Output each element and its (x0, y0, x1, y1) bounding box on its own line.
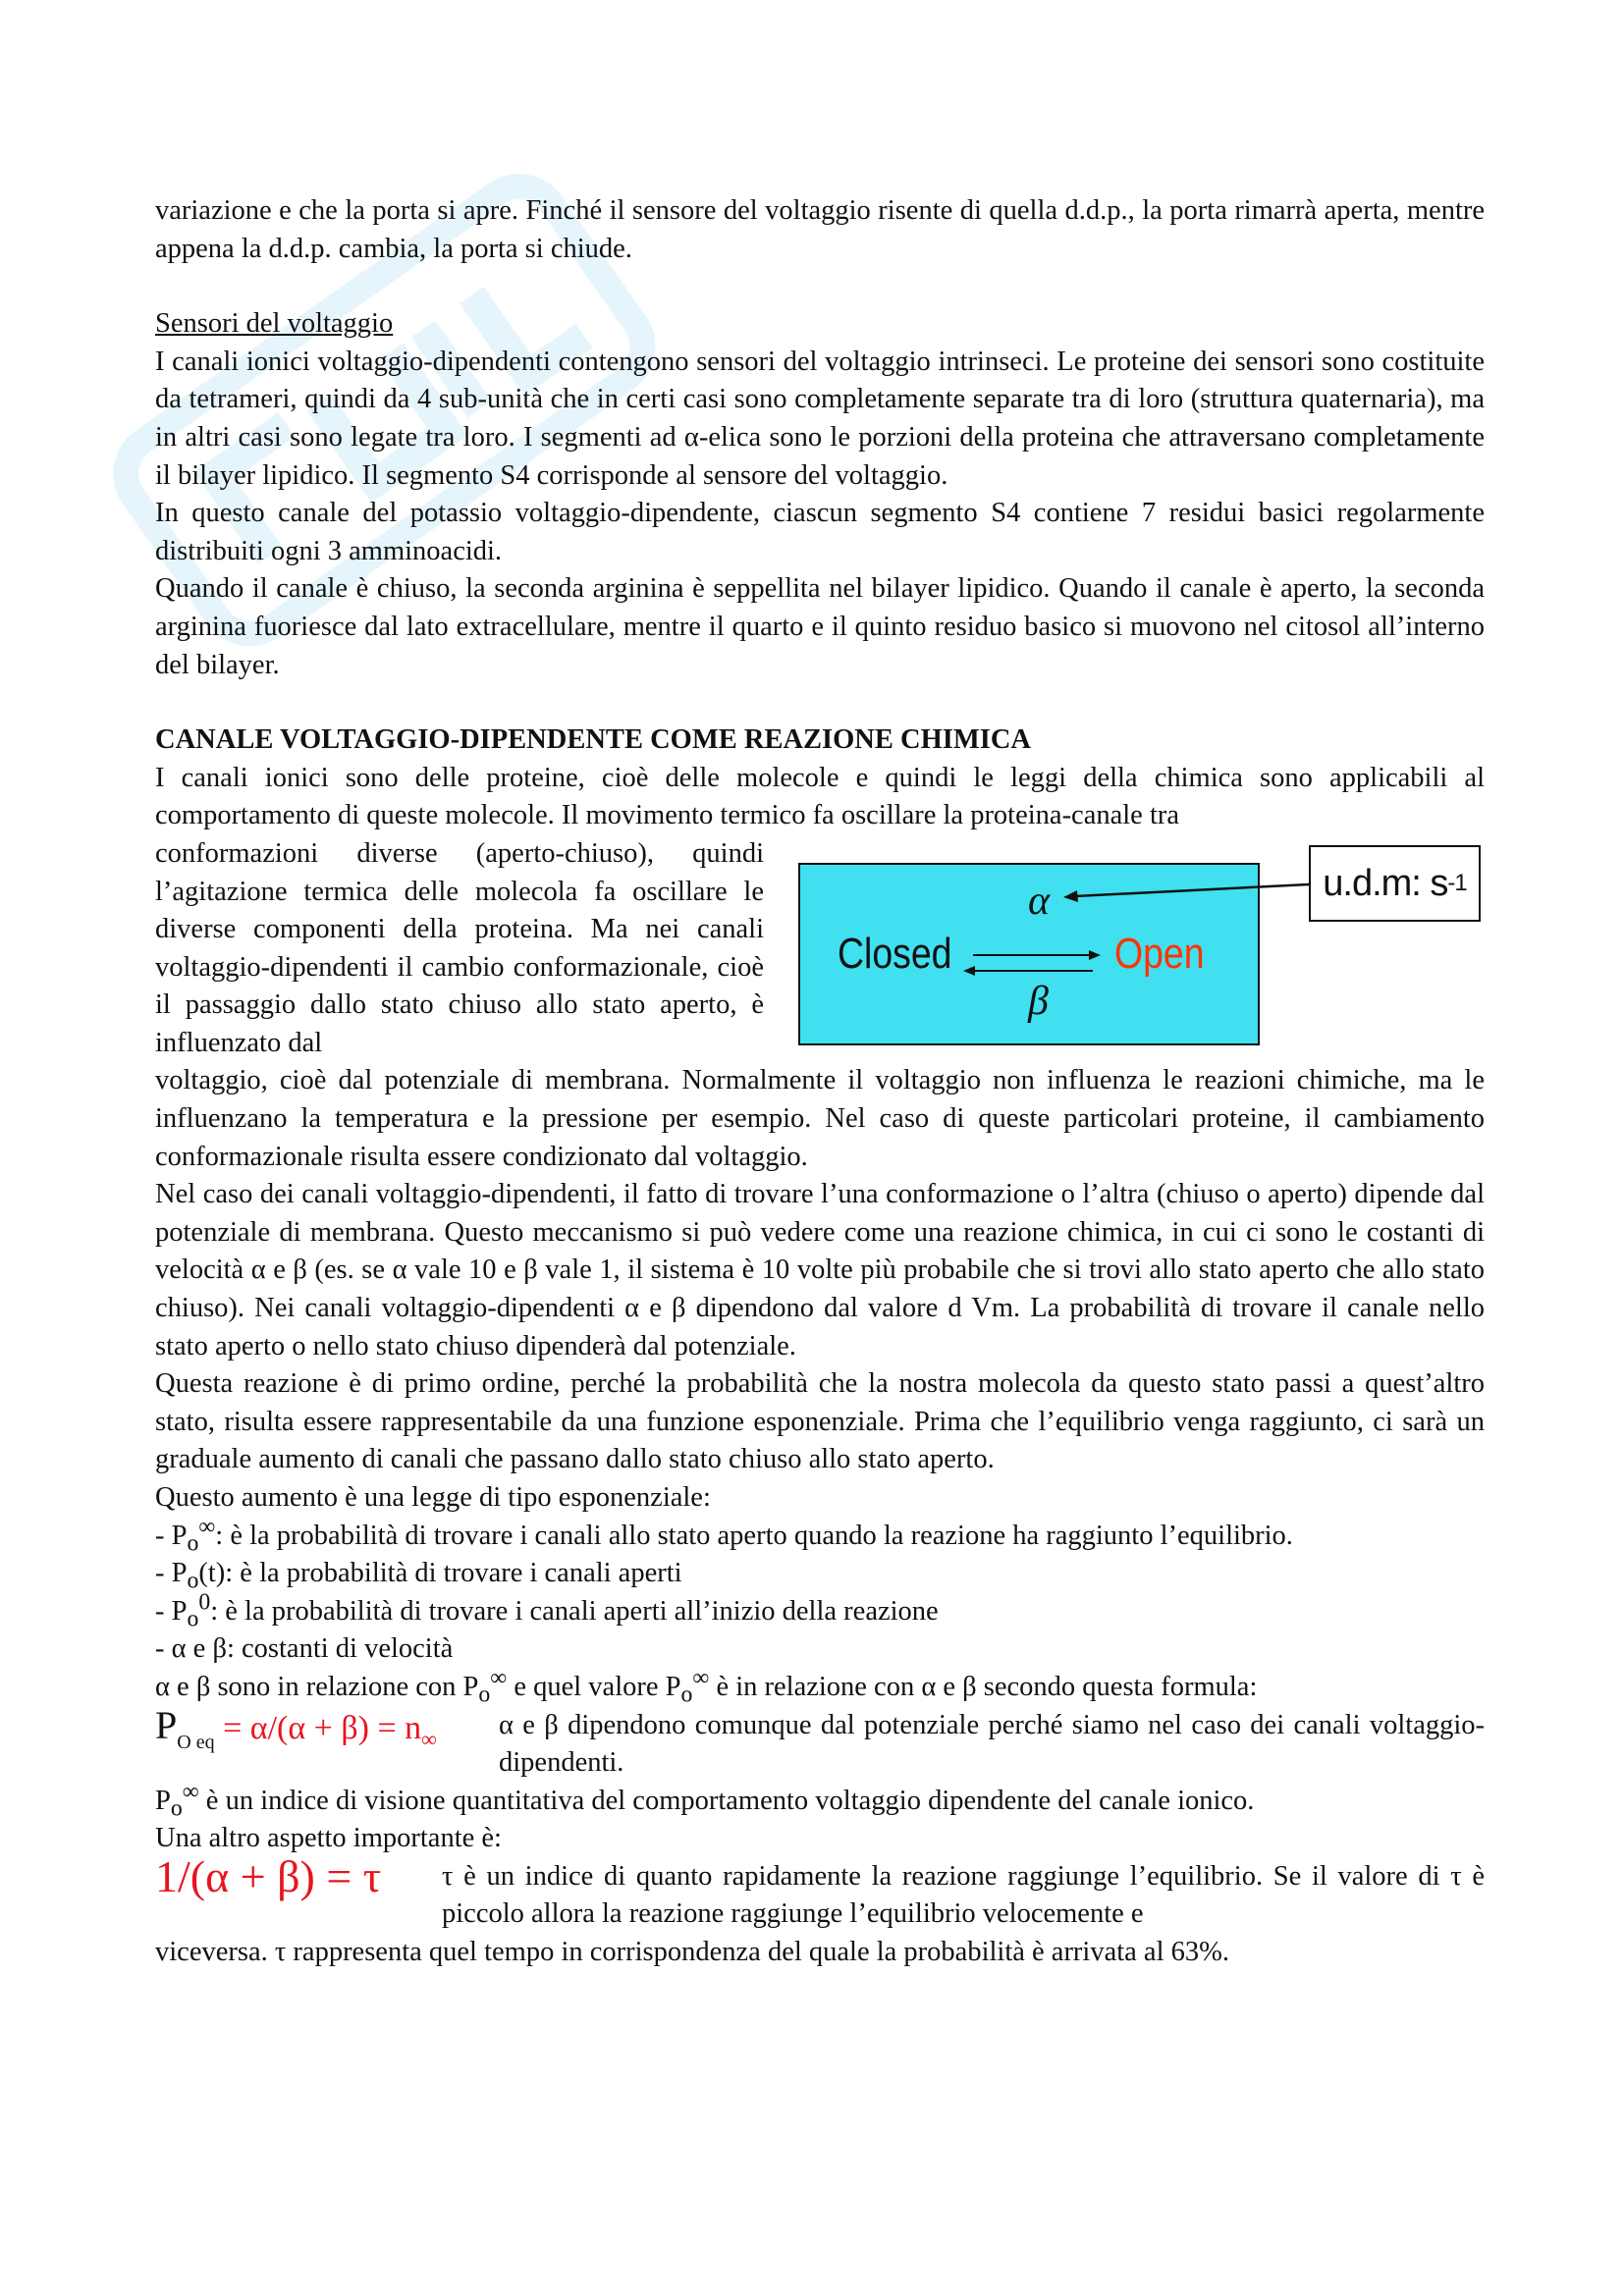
open-label: Open (1114, 929, 1205, 978)
list-item-po-t: - $P_o(t)$: è la probabilità di trovare i canali aperti (155, 1558, 682, 1594)
intro-paragraph: variazione e che la porta si apre. Finché il sensore del voltaggio risente di quella d.d.p., la porta rimarrà aperta, mentre appena la d.d.p. cambia, la porta si chiude. (155, 195, 1485, 264)
paragraph-conformations: conformazioni diverse (aperto-chiuso), quindi l’agitazione termica delle molecola fa oscillare le diverse componenti della proteina. Ma nei canali voltaggio-dipendenti il cambio conformazionale, cioè il passaggio dallo stato chiuso allo stato aperto, è influenzato dal (155, 837, 764, 1058)
udm-pointer-arrowhead (1063, 890, 1078, 902)
forward-arrowhead (1089, 950, 1101, 960)
udm-pointer-line (1075, 884, 1309, 896)
section-heading-chemical-reaction: CANALE VOLTAGGIO-DIPENDENTE COME REAZIONE CHIMICA (155, 724, 1032, 756)
paragraph-voltage: voltaggio, cioè dal potenziale di membrana. Normalmente il voltaggio non influenza le reazioni chimiche, ma le influenzano la temperatura e la pressione per esempio. Nel caso di queste particolari proteine, il cambiamento conformazionale risulta essere condizionato dal voltaggio. (155, 1065, 1485, 1172)
page-content (155, 192, 1485, 1971)
tau-formula: 1/(α + β) = τ (155, 1850, 382, 1901)
paragraph-arginine: Quando il canale è chiuso, la seconda arginina è seppellita nel bilayer lipidico. Quando il canale è aperto, la seconda arginina fuoriesce dal lato extracellulare, mentre il quarto e il quinto residuo basico si muovono nel citosol all’interno del bilayer. (155, 573, 1485, 680)
alpha-label: α (1028, 878, 1051, 924)
unit-of-measure-box: u.d.m: s -1 (1309, 845, 1481, 922)
paragraph-tau-definition: viceversa. τ rappresenta quel tempo in corrispondenza del quale la probabilità è arrivata al 63%. (155, 1936, 1229, 1967)
closed-label: Closed (838, 929, 952, 978)
paragraph-chemistry: I canali ionici sono delle proteine, cioè delle molecole e quindi le leggi della chimica sono applicabili al comportamento di queste molecole. Il movimento termico fa oscillare la proteina-canale tra (155, 762, 1485, 831)
paragraph-first-order: Questa reazione è di primo ordine, perché la probabilità che la nostra molecola da questo stato passi a quest’altro stato, risulta essere rappresentabile da una funzione esponenziale. Prima che l’equilibrio venga raggiunto, ci sarà un graduale aumento di canali che passano dallo stato chiuso allo stato aperto. (155, 1368, 1485, 1475)
udm-text: u.d.m: s (1323, 862, 1448, 904)
closed-open-diagram (798, 845, 1486, 1051)
paragraph-other-aspect: Una altro aspetto importante è: (155, 1823, 502, 1854)
list-item-po-zero: - $P_o^0$: è la probabilità di trovare i canali aperti all’inizio della reazione (155, 1589, 939, 1632)
backward-arrowhead (963, 966, 975, 976)
equilibrium-formula-text: α e β dipendono comunque dal potenziale perché siamo nel caso dei canali voltaggio-dipendenti. (499, 1709, 1485, 1779)
list-item-rate-constants: - α e β: costanti di velocità (155, 1633, 454, 1665)
formula-row-equilibrium (155, 1702, 1485, 1783)
equilibrium-formula: $P_{O eq} = \alpha/(\alpha + \beta) = n_\infty$ (155, 1702, 437, 1753)
tau-formula-text: τ è un indice di quanto rapidamente la reazione raggiunge l’equilibrio. Se il valore di τ è piccolo allora la reazione raggiunge l’equilibrio velocemente e (442, 1860, 1485, 1930)
formula-row-tau (155, 1850, 1485, 1934)
paragraph-membrane-potential: Nel caso dei canali voltaggio-dipendenti, il fatto di trovare l’una conformazione o l’altra (chiuso o aperto) dipende dal potenziale di membrana. Questo meccanismo si può vedere come una reazione chimica, in cui ci sono le costanti di velocità α e β (es. se α vale 10 e β vale 1, il sistema è 10 volte più probabile che si trovi allo stato aperto che allo stato chiuso). Nei canali voltaggio-dipendenti α e β dipendono dal valore d Vm. La probabilità di trovare il canale nello stato aperto o nello stato chiuso dipenderà dal potenziale. (155, 1179, 1485, 1362)
paragraph-potassium-channel: In questo canale del potassio voltaggio-dipendente, ciascun segmento S4 contiene 7 residui basici regolarmente distribuiti ogni 3 amminoacidi. (155, 498, 1485, 566)
section-heading-voltage-sensors: Sensori del voltaggio (155, 308, 394, 340)
paragraph-sensors: I canali ionici voltaggio-dipendenti contengono sensori del voltaggio intrinseci. Le proteine dei sensori sono costituite da tetrameri, quindi da 4 sub-unità che in certi casi sono completamente separate tra di loro (struttura quaternaria), ma in altri casi sono legate tra loro. I segmenti ad α-elica sono le porzioni della proteina che attraversano completamente il bilayer lipidico. Il segmento S4 corrisponde al sensore del voltaggio. (155, 346, 1485, 491)
paragraph-relation: α e β sono in relazione con $P_o^\infty$ e quel valore $P_o^\infty$ è in relazione con α e β secondo questa formula: (155, 1665, 1258, 1708)
paragraph-quantitative-index: $P_o^\infty$ è un indice di visione quantitativa del comportamento voltaggio dipendente del canale ionico. (155, 1779, 1255, 1822)
beta-label: β (1028, 978, 1049, 1024)
paragraph-exponential-law: Questo aumento è una legge di tipo esponenziale: (155, 1482, 711, 1513)
list-item-po-infinity: - $P_o^\infty$: è la probabilità di trovare i canali allo stato aperto quando la reazione ha raggiunto l’equilibrio. (155, 1514, 1293, 1557)
